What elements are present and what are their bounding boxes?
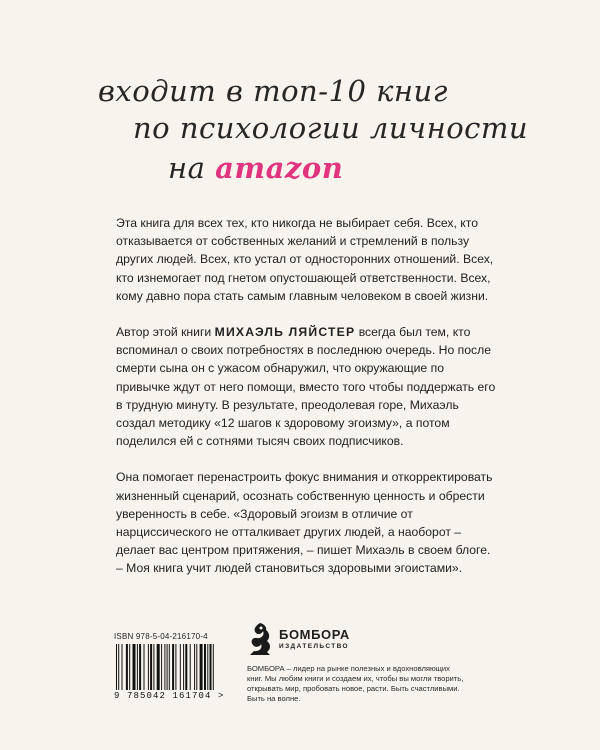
tagline-line-1: входит в топ-10 книг bbox=[98, 74, 448, 108]
tagline-line-2: по психологии личности bbox=[133, 111, 529, 145]
barcode-block bbox=[114, 632, 234, 701]
publisher-name: БОМБОРА bbox=[279, 626, 350, 642]
publisher-sub: ИЗДАТЕЛЬСТВО bbox=[279, 642, 350, 650]
publisher-wordmark bbox=[279, 628, 350, 651]
isbn-label: ISBN 978-5-04-216170-4 bbox=[114, 632, 208, 641]
bombora-wave-icon bbox=[247, 622, 273, 656]
author-story: всегда был тем, кто вспоминал о своих потребностях в последнюю очередь. Но после смерти сына он с ужасом обнаружил, что окружающие по привычке ждут от него помощи, вместо того чтобы поддержать его в трудную минуту. В результате, преодолевая горе, Михаэль создал методику «12 шагов к здоровому эгоизму», а потом поделился ей с сотнями тысяч своих подписчиков. bbox=[116, 325, 496, 449]
barcode-image bbox=[114, 644, 232, 690]
publisher-block bbox=[247, 622, 497, 704]
amazon-brand: amazon bbox=[215, 151, 344, 185]
paragraph-benefits: Она помогает перенастроить фокус внимания и откорректировать жизненный сценарий, осознать собственную ценность и обрести уверенность в себе. «Здоровый эгоизм в отличие от нарциссического не отталкивает других людей, а наоборот – делает вас центром притяжения, – пишет Михаэль в своем блоге. – Моя книга учит людей становиться здоровыми эгоистами». bbox=[116, 470, 493, 576]
publisher-description: БОМБОРА – лидер на рынке полезных и вдохновляющих книг. Мы любим книги и создаем их, чтобы вы могли творить, открывать мир, пробовать новое, расти. Быть счастливыми. Быть на волне. bbox=[247, 664, 464, 703]
author-intro: Автор этой книги bbox=[116, 325, 215, 340]
paragraph-audience: Эта книга для всех тех, кто никогда не выбирает себя. Всех, кто отказывается от собственных желаний и стремлений в пользу других людей. Всех, кто устал от односторонних отношений. Всех, кто изнемогает под гнетом опустошающей ответственности. Всех, кому давно пора стать самым главным человеком в своей жизни. bbox=[116, 216, 494, 303]
tagline-prefix: на bbox=[168, 151, 216, 185]
tagline-block bbox=[0, 0, 600, 200]
barcode-digits: 9 785042 161704 > bbox=[114, 691, 225, 701]
paragraph-author bbox=[116, 323, 498, 450]
author-name: МИХАЭЛЬ ЛЯЙСТЕР bbox=[214, 325, 356, 340]
description-text bbox=[116, 214, 498, 596]
tagline-line-3 bbox=[168, 151, 343, 185]
publisher-logo bbox=[247, 622, 497, 656]
